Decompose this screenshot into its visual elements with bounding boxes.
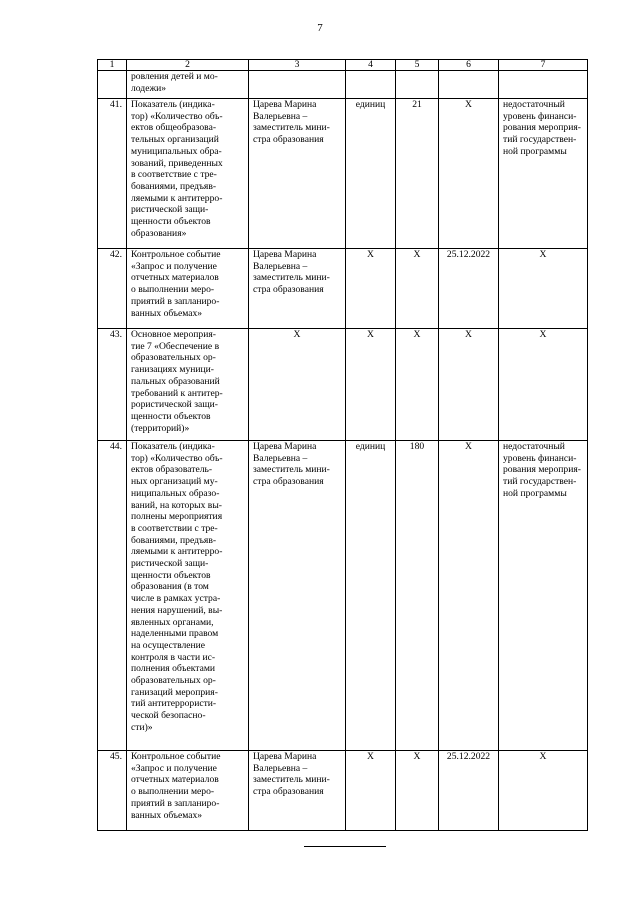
measure-name-line: ганизаций мероприя- (131, 686, 218, 698)
note-cell-line: недостаточный (503, 99, 565, 110)
unit-cell: Х (346, 751, 396, 831)
measure-name-line: числе в рамках устра- (131, 593, 221, 605)
note-cell-line: ной программы (503, 145, 567, 157)
column-header: 5 (396, 60, 439, 71)
header-row (98, 60, 588, 71)
note-cell-line: ной программы (503, 487, 567, 499)
measure-name-line: щенности объектов (131, 216, 211, 228)
responsible-person (249, 99, 346, 249)
measure-name-line: Показатель (индика- (131, 99, 215, 110)
table-row (98, 441, 588, 751)
responsible-person-line: Царева Марина (253, 249, 317, 260)
measure-name-line: ганизациях муници- (131, 364, 214, 376)
measure-name-line: приятий в запланиро- (131, 797, 220, 809)
measure-name-line: ровления детей и мо- (131, 71, 218, 82)
measure-name-line: явленных органами, (131, 616, 214, 628)
measure-name-line: ектов общеобразова- (131, 122, 217, 134)
measure-name-line: ляемыми к антитерро- (131, 192, 223, 204)
measure-name-line: о выполнении меро- (131, 786, 215, 798)
measure-name-line: тельных организаций (131, 134, 219, 146)
measure-name (127, 441, 249, 751)
measure-name-line: отчетных материалов (131, 272, 219, 284)
measure-name-line: в соответствии с тре- (131, 522, 218, 534)
measure-name-line: «Запрос и получение (131, 260, 217, 272)
unit-cell: единиц (346, 441, 396, 751)
responsible-person-line: Валерьевна – (253, 260, 308, 272)
measure-name-line: ных организаций му- (131, 476, 218, 488)
responsible-person-line: заместитель мини- (253, 122, 330, 134)
value-cell: 21 (396, 99, 439, 249)
measure-name (127, 751, 249, 831)
note-cell-line: тий государствен- (503, 476, 577, 488)
note-cell (499, 71, 588, 99)
note-cell-line: уровень финанси- (503, 110, 577, 122)
measure-name-line: тор) «Количество объ- (131, 452, 223, 464)
row-number: 45. (98, 751, 127, 831)
footer-rule (304, 846, 386, 847)
responsible-person (249, 71, 346, 99)
measure-name-line: лодежи» (131, 82, 167, 94)
date-cell: Х (439, 329, 499, 441)
value-cell: Х (396, 249, 439, 329)
measure-name-line: щенности объектов (131, 569, 211, 581)
note-cell-line: Х (539, 249, 547, 260)
measure-name-line: ляемыми к антитерро- (131, 546, 223, 558)
value-cell: Х (396, 751, 439, 831)
note-cell-line: недостаточный (503, 441, 565, 452)
measure-name-line: ванных объемах» (131, 809, 203, 821)
measure-name-line: Контрольное событие (131, 751, 221, 762)
responsible-person-line: заместитель мини- (253, 272, 330, 284)
unit-cell: Х (346, 329, 396, 441)
measure-name-line: зований, приведенных (131, 157, 223, 169)
column-header: 7 (499, 60, 588, 71)
measure-name-line: о выполнении меро- (131, 284, 215, 296)
date-cell: 25.12.2022 (439, 249, 499, 329)
measure-name (127, 71, 249, 99)
note-cell-line: Х (539, 329, 547, 340)
measure-name-line: образовательных ор- (131, 675, 216, 687)
column-header: 3 (249, 60, 346, 71)
table-row (98, 249, 588, 329)
measure-name-line: пальных образований (131, 375, 220, 387)
unit-cell: единиц (346, 99, 396, 249)
note-cell-line: рования мероприя- (503, 122, 581, 134)
responsible-person-line: стра образования (253, 284, 324, 296)
column-header: 6 (439, 60, 499, 71)
measure-name-line: сти)» (131, 721, 153, 733)
note-cell (499, 751, 588, 831)
measure-name-line: нения нарушений, вы- (131, 604, 223, 616)
measure-name-line: тор) «Количество объ- (131, 110, 223, 122)
note-cell-line: Х (539, 751, 547, 762)
responsible-person-line: Валерьевна – (253, 452, 308, 464)
unit-cell: Х (346, 249, 396, 329)
measures-table (97, 59, 588, 831)
measure-name-line: ниципальных образо- (131, 487, 220, 499)
measure-name (127, 99, 249, 249)
responsible-person (249, 441, 346, 751)
measure-name-line: щенности объектов (131, 410, 211, 422)
measure-name-line: образовательных ор- (131, 352, 216, 364)
measure-name-line: образования (в том (131, 581, 209, 593)
measure-name-line: отчетных материалов (131, 774, 219, 786)
measure-name-line: полнения объектами (131, 663, 216, 675)
note-cell (499, 329, 588, 441)
date-cell: 25.12.2022 (439, 751, 499, 831)
note-cell (499, 99, 588, 249)
row-number: 43. (98, 329, 127, 441)
measure-name-line: рористической защи- (131, 399, 218, 411)
table-row (98, 329, 588, 441)
measure-name-line: Контрольное событие (131, 249, 221, 260)
column-header: 2 (127, 60, 249, 71)
note-cell-line: тий государствен- (503, 134, 577, 146)
page-number: 7 (317, 22, 323, 34)
responsible-person (249, 329, 346, 441)
responsible-person-line: Валерьевна – (253, 110, 308, 122)
responsible-person-line: Царева Марина (253, 751, 317, 762)
measure-name-line: ческой безопасно- (131, 710, 206, 722)
row-number: 44. (98, 441, 127, 751)
note-cell-line: рования мероприя- (503, 464, 581, 476)
date-cell: Х (439, 99, 499, 249)
unit-cell (346, 71, 396, 99)
measure-name-line: ваний, на которых вы- (131, 499, 222, 511)
measure-name-line: контроля в части ис- (131, 651, 216, 663)
measure-name-line: полнены мероприятия (131, 511, 223, 523)
row-number (98, 71, 127, 99)
measure-name-line: «Запрос и получение (131, 762, 217, 774)
measure-name-line: требований к антитер- (131, 387, 223, 399)
measure-name-line: тие 7 «Обеспечение в (131, 340, 220, 352)
measure-name-line: ванных объемах» (131, 307, 203, 319)
measure-name-line: ристической защи- (131, 204, 209, 216)
note-cell (499, 249, 588, 329)
measure-name-line: бованиями, предъяв- (131, 180, 217, 192)
column-header: 4 (346, 60, 396, 71)
measure-name-line: муниципальных обра- (131, 145, 222, 157)
table-row (98, 71, 588, 99)
responsible-person-line: Валерьевна – (253, 762, 308, 774)
value-cell: Х (396, 329, 439, 441)
table-row (98, 751, 588, 831)
responsible-person-line: заместитель мини- (253, 774, 330, 786)
measure-name-line: Основное мероприя- (131, 329, 216, 340)
responsible-person-line: заместитель мини- (253, 464, 330, 476)
value-cell (396, 71, 439, 99)
measure-name-line: тий антитеррористи- (131, 698, 217, 710)
responsible-person-line: стра образования (253, 786, 324, 798)
measure-name-line: наделенными правом (131, 628, 219, 640)
responsible-person (249, 249, 346, 329)
responsible-person-line: стра образования (253, 134, 324, 146)
row-number: 41. (98, 99, 127, 249)
responsible-person-line: Царева Марина (253, 441, 317, 452)
table-row (98, 99, 588, 249)
responsible-person (249, 751, 346, 831)
date-cell: Х (439, 441, 499, 751)
note-cell (499, 441, 588, 751)
measure-name-line: в соответствие с тре- (131, 169, 217, 181)
measure-name (127, 329, 249, 441)
measure-name-line: бованиями, предъяв- (131, 534, 217, 546)
responsible-person-line: Х (293, 329, 301, 340)
measure-name-line: приятий в запланиро- (131, 295, 220, 307)
measure-name-line: образования» (131, 227, 187, 239)
measure-name-line: на осуществление (131, 639, 206, 651)
responsible-person-line: стра образования (253, 476, 324, 488)
measure-name-line: ристической защи- (131, 558, 209, 570)
value-cell: 180 (396, 441, 439, 751)
responsible-person-line: Царева Марина (253, 99, 317, 110)
date-cell (439, 71, 499, 99)
measure-name-line: ектов образователь- (131, 464, 213, 476)
measure-name (127, 249, 249, 329)
measure-name-line: (территорий)» (131, 422, 190, 434)
column-header: 1 (98, 60, 127, 71)
note-cell-line: уровень финанси- (503, 452, 577, 464)
measure-name-line: Показатель (индика- (131, 441, 215, 452)
row-number: 42. (98, 249, 127, 329)
